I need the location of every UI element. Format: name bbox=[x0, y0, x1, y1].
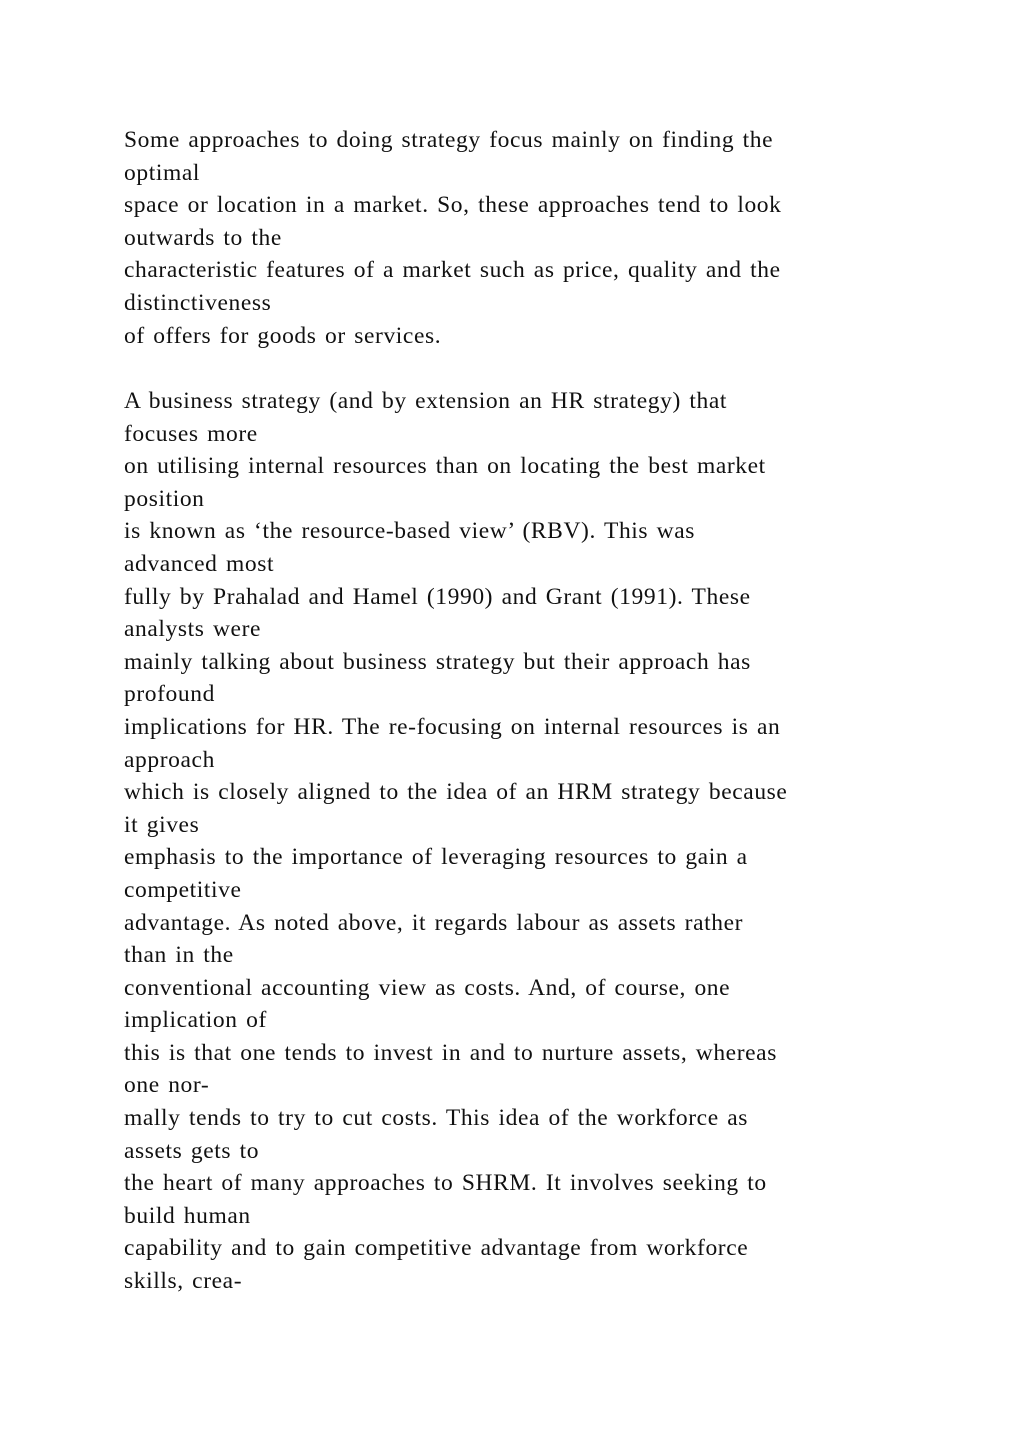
paragraph-resource-based-view bbox=[124, 385, 904, 1298]
text-line: mally tends to try to cut costs. This idea of the workforce as bbox=[124, 1105, 748, 1132]
text-line: position bbox=[124, 485, 205, 512]
text-line: build human bbox=[124, 1202, 251, 1229]
text-line: approach bbox=[124, 746, 215, 773]
text-line: than in the bbox=[124, 942, 234, 969]
text-line: on utilising internal resources than on locating the best market bbox=[124, 453, 766, 480]
text-line: skills, crea- bbox=[124, 1268, 243, 1295]
text-line: fully by Prahalad and Hamel (1990) and Grant (1991). These bbox=[124, 583, 751, 610]
text-line: outwards to the bbox=[124, 224, 282, 251]
text-line: profound bbox=[124, 681, 215, 708]
text-line: space or location in a market. So, these approaches tend to look bbox=[124, 192, 782, 219]
text-line: advanced most bbox=[124, 550, 275, 577]
text-line: advantage. As noted above, it regards labour as assets rather bbox=[124, 909, 744, 936]
text-line: analysts were bbox=[124, 616, 262, 643]
text-line: implications for HR. The re-focusing on internal resources is an bbox=[124, 713, 781, 740]
text-line: one nor- bbox=[124, 1072, 210, 1099]
text-line: mainly talking about business strategy but their approach has bbox=[124, 648, 751, 675]
text-line: the heart of many approaches to SHRM. It involves seeking to bbox=[124, 1170, 767, 1197]
text-line: is known as ‘the resource-based view’ (RBV). This was bbox=[124, 518, 695, 545]
text-line: assets gets to bbox=[124, 1137, 260, 1164]
text-line: optimal bbox=[124, 159, 200, 186]
text-line: A business strategy (and by extension an HR strategy) that bbox=[124, 388, 727, 414]
text-line: of offers for goods or services. bbox=[124, 322, 442, 349]
paragraph-market-positioning bbox=[124, 124, 904, 352]
text-line: distinctiveness bbox=[124, 289, 272, 316]
text-line: it gives bbox=[124, 811, 200, 838]
text-line: competitive bbox=[124, 876, 242, 903]
text-line: emphasis to the importance of leveraging resources to gain a bbox=[124, 844, 748, 871]
text-line: this is that one tends to invest in and to nurture assets, whereas bbox=[124, 1039, 777, 1066]
text-line: Some approaches to doing strategy focus mainly on finding the bbox=[124, 127, 774, 153]
text-line: conventional accounting view as costs. And, of course, one bbox=[124, 974, 731, 1001]
text-line: implication of bbox=[124, 1007, 267, 1034]
text-line: capability and to gain competitive advantage from workforce bbox=[124, 1235, 749, 1262]
text-line: focuses more bbox=[124, 420, 258, 447]
text-line: which is closely aligned to the idea of an HRM strategy because bbox=[124, 779, 788, 806]
text-line: characteristic features of a market such as price, quality and the bbox=[124, 257, 781, 284]
